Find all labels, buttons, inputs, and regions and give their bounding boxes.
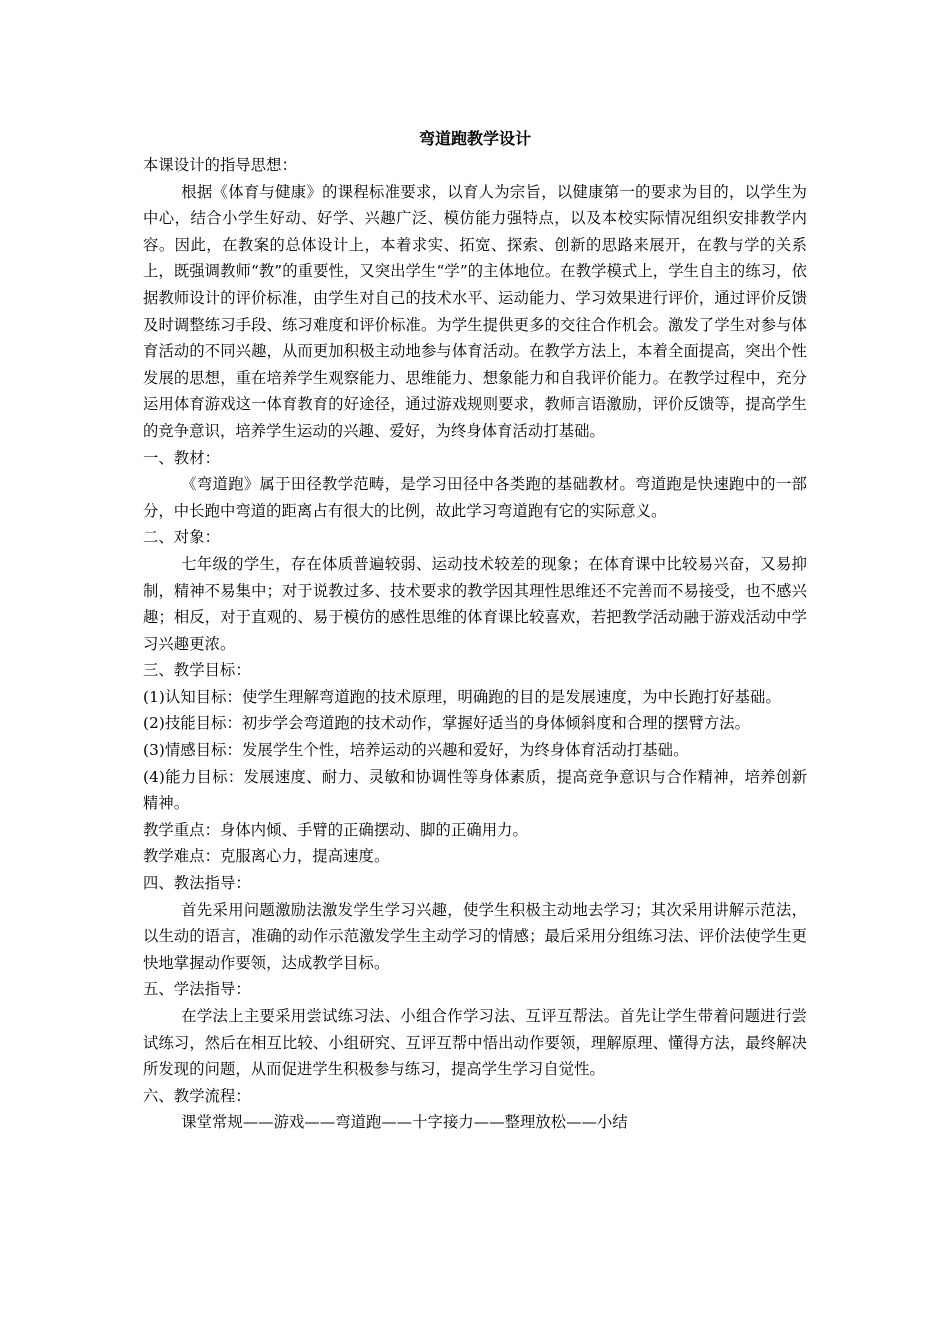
goal-item-cognitive: (1)认知目标：使学生理解弯道跑的技术原理，明确跑的目的是发展速度，为中长跑打好基础。 <box>143 687 781 706</box>
learning-method-heading: 五、学法指导： <box>143 980 251 999</box>
goals-heading: 三、教学目标： <box>143 661 251 680</box>
target-heading: 二、对象： <box>143 528 220 547</box>
goal-item-emotion: (3)情感目标：发展学生个性，培养运动的兴趣和爱好，为终身体育活动打基础。 <box>143 741 689 760</box>
teaching-method-body: 首先采用问题激励法激发学生学习兴趣，使学生积极主动地去学习；其次采用讲解示范法，以生动的语言，准确的动作示范激发学生主动学习的情感；最后采用分组练习法、评价法使学生更快地掌握动作要领，达成教学目标。 <box>143 900 807 972</box>
difficulty-point: 教学难点：克服离心力，提高速度。 <box>143 847 390 866</box>
goal-item-skill: (2)技能目标：初步学会弯道跑的技术动作，掌握好适当的身体倾斜度和合理的摆臂方法。 <box>143 714 751 733</box>
material-heading: 一、教材： <box>143 448 220 467</box>
flow-heading: 六、教学流程： <box>143 1086 251 1105</box>
flow-body: 课堂常规——游戏——弯道跑——十字接力——整理放松——小结 <box>181 1113 628 1132</box>
guiding-body: 根据《体育与健康》的课程标准要求，以育人为宗旨，以健康第一的要求为目的，以学生为中心，结合小学生好动、好学、兴趣广泛、模仿能力强特点，以及本校实际情况组织安排教学内容。因此，在教案的总体设计上，本着求实、拓宽、探索、创新的思路来展开，在教与学的关系上，既强调教师“教”的重要性，又突出学生“学”的主体地位。在教学模式上，学生自主的练习，依据教师设计的评价标准，由学生对自己的技术水平、运动能力、学习效果进行评价，通过评价反馈及时调整练习手段、练习难度和评价标准。为学生提供更多的交往合作机会。激发了学生对参与体育活动的不同兴趣，从而更加积极主动地参与体育活动。在教学方法上，本着全面提高，突出个性发展的思想，重在培养学生观察能力、思维能力、想象能力和自我评价能力。在教学过程中，充分运用体育游戏这一体育教育的好途径，通过游戏规则要求，教师言语激励，评价反馈等，提高学生的竞争意识，培养学生运动的兴趣、爱好，为终身体育活动打基础。 <box>143 182 807 440</box>
teaching-method-heading: 四、教法指导： <box>143 874 251 893</box>
material-body: 《弯道跑》属于田径教学范畴，是学习田径中各类跑的基础教材。弯道跑是快速跑中的一部分，中长跑中弯道的距离占有很大的比例，故此学习弯道跑有它的实际意义。 <box>143 475 807 520</box>
document-title: 弯道跑教学设计 <box>418 129 531 148</box>
goal-item-ability: (4)能力目标：发展速度、耐力、灵敏和协调性等身体素质，提高竞争意识与合作精神，培养创新精神。 <box>143 767 807 813</box>
learning-method-body: 在学法上主要采用尝试练习法、小组合作学习法、互评互帮法。首先让学生带着问题进行尝试练习，然后在相互比较、小组研究、互评互帮中悟出动作要领，理解原理、懂得方法，最终解决所发现的问题，从而促进学生积极参与练习，提高学生学习自觉性。 <box>143 1007 807 1079</box>
guiding-heading: 本课设计的指导思想： <box>143 156 297 174</box>
target-body: 七年级的学生，存在体质普遍较弱、运动技术较差的现象；在体育课中比较易兴奋，又易抑制，精神不易集中；对于说教过多、技术要求的教学因其理性思维还不完善而不易接受，也不感兴趣；相反，对于直观的、易于模仿的感性思维的体育课比较喜欢，若把教学活动融于游戏活动中学习兴趣更浓。 <box>143 554 807 653</box>
key-point: 教学重点：身体内倾、手臂的正确摆动、脚的正确用力。 <box>143 820 528 839</box>
